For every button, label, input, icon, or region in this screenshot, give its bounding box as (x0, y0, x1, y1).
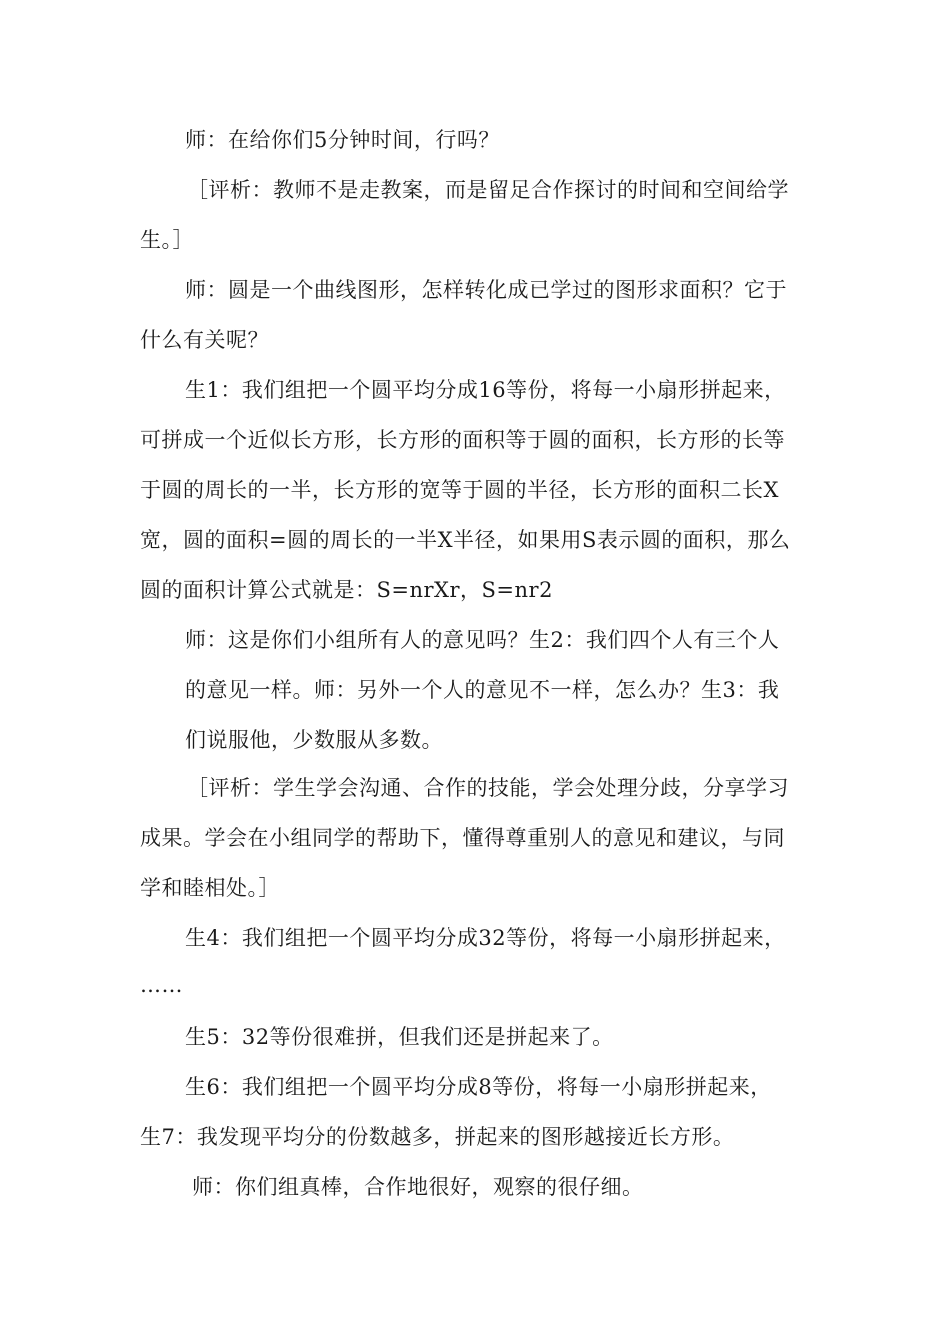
text-line-18: …… (140, 973, 183, 997)
text-line-13: 们说服他，少数服从多数。 (185, 728, 443, 752)
text-line-17: 生4：我们组把一个圆平均分成32等份，将每一小扇形拼起来， (185, 926, 786, 950)
text-line-10: 圆的面积计算公式就是：S=nrXr，S=nr2 (140, 578, 553, 602)
text-line-6: 生1：我们组把一个圆平均分成16等份，将每一小扇形拼起来， (185, 378, 786, 402)
text-line-1: 师：在给你们5分钟时间，行吗？ (185, 128, 500, 152)
text-line-20: 生6：我们组把一个圆平均分成8等份，将每一小扇形拼起来， (185, 1075, 772, 1099)
text-line-15: 成果。学会在小组同学的帮助下，懂得尊重别人的意见和建议，与同 (140, 826, 785, 850)
text-line-5: 什么有关呢？ (140, 328, 269, 352)
text-line-7: 可拼成一个近似长方形，长方形的面积等于圆的面积，长方形的长等 (140, 428, 785, 452)
text-line-16: 学和睦相处。］ (140, 876, 280, 900)
text-line-11: 师：这是你们小组所有人的意见吗？生2：我们四个人有三个人 (185, 628, 780, 652)
text-line-4: 师：圆是一个曲线图形，怎样转化成已学过的图形求面积？它于 (185, 278, 787, 302)
text-line-22: 师：你们组真棒，合作地很好，观察的很仔细。 (192, 1175, 644, 1199)
text-line-12: 的意见一样。师：另外一个人的意见不一样，怎么办？生3：我 (185, 678, 780, 702)
text-line-14: ［评析：学生学会沟通、合作的技能，学会处理分歧，分享学习 (187, 776, 789, 800)
text-line-19: 生5：32等份很难拼，但我们还是拼起来了。 (185, 1025, 614, 1049)
text-line-3: 生。］ (140, 228, 194, 252)
text-line-21: 生7：我发现平均分的份数越多，拼起来的图形越接近长方形。 (140, 1125, 735, 1149)
text-line-2: ［评析：教师不是走教案，而是留足合作探讨的时间和空间给学 (187, 178, 789, 202)
text-line-8: 于圆的周长的一半，长方形的宽等于圆的半径，长方形的面积二长X (140, 478, 779, 502)
text-line-9: 宽，圆的面积=圆的周长的一半X半径，如果用S表示圆的面积，那么 (140, 528, 791, 552)
